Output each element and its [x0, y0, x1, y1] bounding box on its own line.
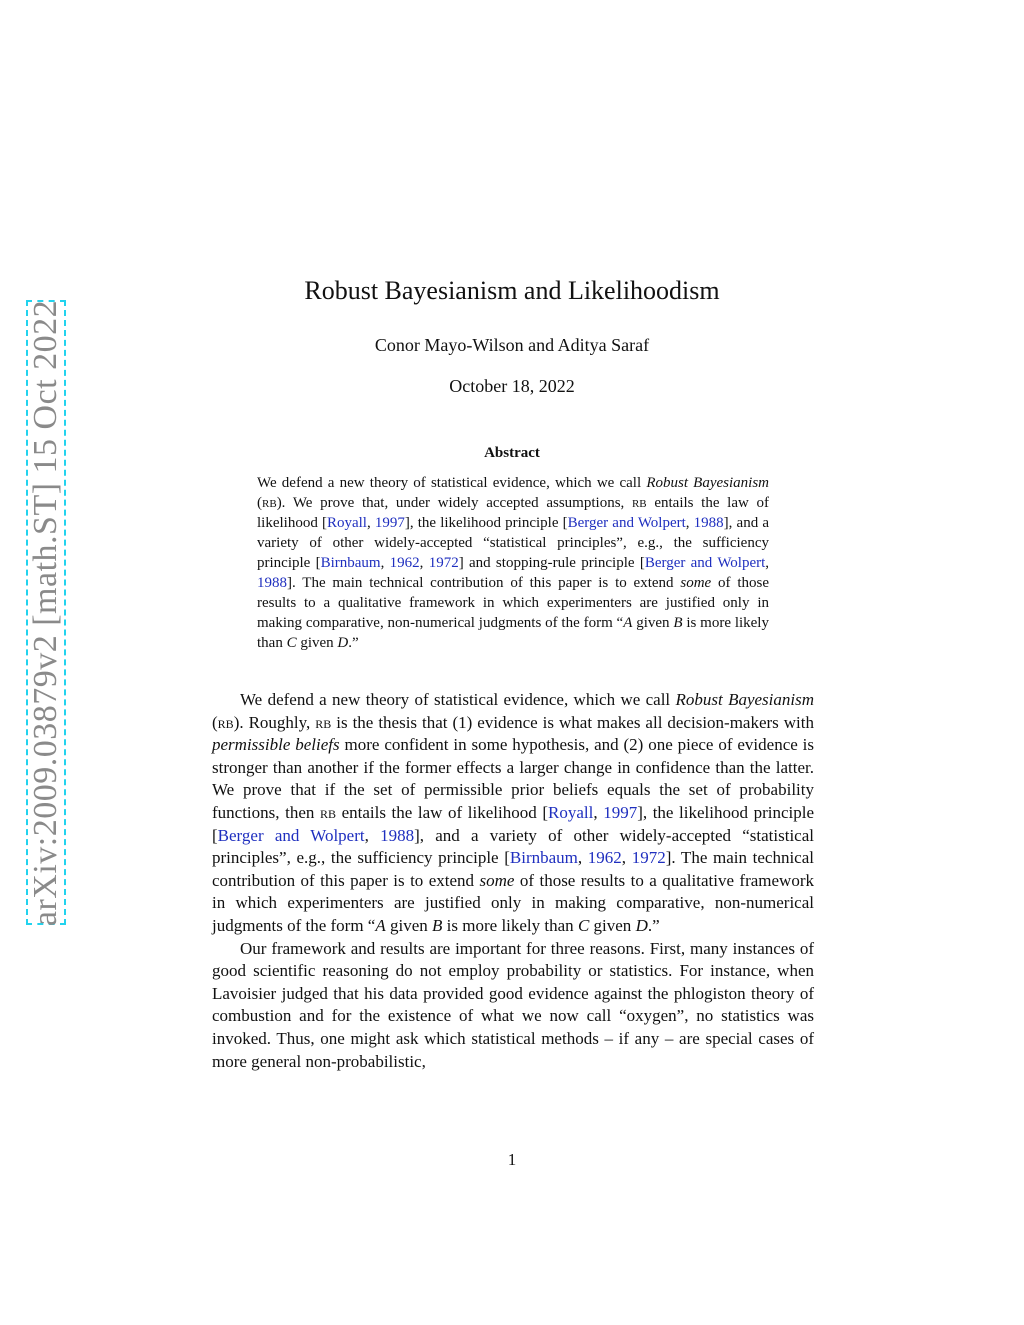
- citation-royall-year-link[interactable]: 1997: [374, 515, 405, 531]
- rb-acronym: rb: [262, 495, 277, 511]
- citation-berger-wolpert-year-link[interactable]: 1988: [693, 515, 724, 531]
- rb-acronym: rb: [319, 802, 336, 822]
- citation-berger-wolpert-year-link[interactable]: 1988: [380, 825, 415, 845]
- arxiv-identifier-text: arXiv:2009.03879v2 [math.ST] 15 Oct 2022: [27, 299, 64, 926]
- abstract-heading: Abstract: [484, 445, 540, 461]
- paper-date: October 18, 2022: [449, 376, 575, 396]
- citation-birnbaum-1972-link[interactable]: 1972: [428, 555, 459, 571]
- citation-berger-wolpert-link[interactable]: Berger and Wolpert: [644, 555, 766, 571]
- citation-birnbaum-1962-link[interactable]: 1962: [587, 848, 622, 868]
- citation-royall-year-link[interactable]: 1997: [603, 802, 638, 822]
- body-text: [212, 689, 814, 1073]
- citation-berger-wolpert-link[interactable]: Berger and Wolpert: [567, 515, 686, 531]
- citation-royall-link[interactable]: Royall: [326, 515, 367, 531]
- rb-acronym: rb: [631, 495, 647, 511]
- abstract-text: We defend a new theory of statistical evidence, which we call Robust Bayesianism (rb). We prove that, under widely accepted assumptions, rb entails the law of likelihood [Royall, 1997], the likelihood principle [Berger and Wolpert, 1988], and a variety of other widely-accepted “statistical principles”, e.g., the sufficiency principle [Birnbaum, 1962, 1972] and stopping-rule principle [Berger and Wolpert, 1988]. The main technical contribution of this paper is to extend some of those results to a qualitative framework in which experimenters are justified only in making comparative, non-numerical judgments of the form “A given B is more likely than C given D.”: [257, 475, 770, 651]
- citation-birnbaum-1962-link[interactable]: 1962: [389, 555, 420, 571]
- citation-berger-wolpert-year-link[interactable]: 1988: [257, 575, 287, 591]
- citation-birnbaum-link[interactable]: Birnbaum: [509, 848, 578, 868]
- body-paragraph-2: Our framework and results are important for three reasons. First, many instances of good scientific reasoning do not employ probability or statistics. For instance, when Lavoisier judged that his data provided good evidence against the phlogiston theory of combustion and for the existence of what we now call “oxygen”, no statistics was invoked. Thus, one might ask which statistical methods – if any – are special cases of more general non-probabilistic,: [212, 938, 814, 1071]
- page-number: 1: [507, 1150, 517, 1169]
- citation-royall-link[interactable]: Royall: [548, 802, 594, 822]
- body-paragraph-1: We defend a new theory of statistical evidence, which we call Robust Bayesianism (rb). Roughly, rb is the thesis that (1) evidence is what makes all decision-makers with permissible beliefs more confident in some hypothesis, and (2) one piece of evidence is stronger than another if the former effects a larger change in confidence than the latter. We prove that if the set of permissible prior beliefs equals the set of probability functions, then rb entails the law of likelihood [Royall, 1997], the likelihood principle [Berger and Wolpert, 1988], and a variety of other widely-accepted “statistical principles”, e.g., the sufficiency principle [Birnbaum, 1962, 1972]. The main technical contribution of this paper is to extend some of those results to a qualitative framework in which experimenters are justified only in making comparative, non-numerical judgments of the form “A given B is more likely than C given D.”: [212, 690, 815, 935]
- rb-acronym: rb: [315, 712, 332, 732]
- paper-authors: Conor Mayo-Wilson and Aditya Saraf: [374, 335, 650, 355]
- paper-title: Robust Bayesianism and Likelihoodism: [304, 276, 720, 305]
- rb-acronym: rb: [217, 712, 234, 732]
- citation-birnbaum-link[interactable]: Birnbaum: [320, 555, 381, 571]
- citation-birnbaum-1972-link[interactable]: 1972: [631, 848, 666, 868]
- citation-berger-wolpert-link[interactable]: Berger and Wolpert: [217, 825, 365, 845]
